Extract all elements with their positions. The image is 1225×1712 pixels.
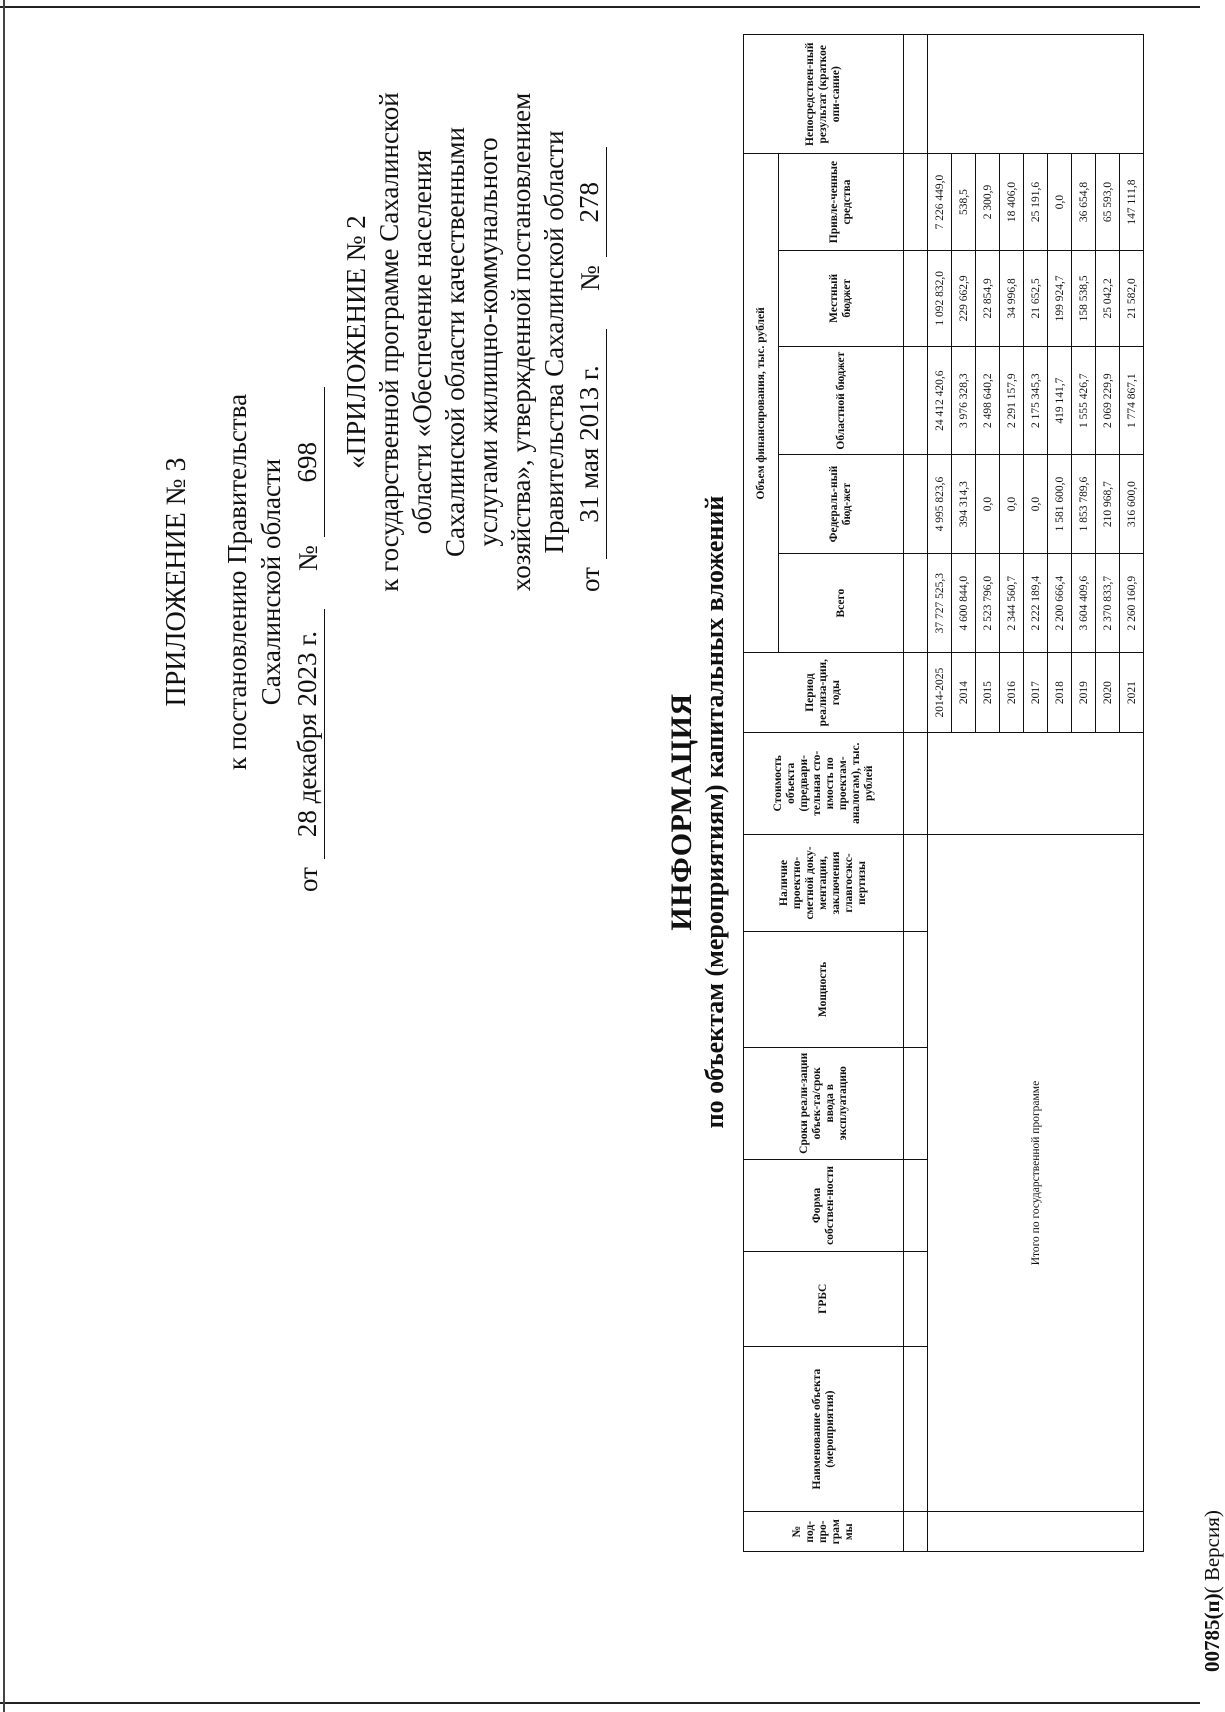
cell-regional: 2 175 345,3 bbox=[1024, 347, 1048, 455]
appendix-3-from-label: от bbox=[293, 867, 323, 892]
cell-federal: 0,0 bbox=[1000, 455, 1024, 554]
cell-attracted: 36 654,8 bbox=[1072, 154, 1096, 250]
cell-local: 1 092 832,0 bbox=[928, 250, 952, 346]
cell-regional: 2 291 157,9 bbox=[1000, 347, 1024, 455]
appendix-2-header bbox=[340, 92, 607, 592]
cell-period: 2014-2025 bbox=[928, 653, 952, 733]
cell-period: 2014 bbox=[952, 653, 976, 733]
cell-period: 2021 bbox=[1120, 653, 1144, 733]
cell-federal: 394 314,3 bbox=[952, 455, 976, 554]
cell-regional: 3 976 328,3 bbox=[952, 347, 976, 455]
document-title: ИНФОРМАЦИЯ bbox=[665, 693, 698, 931]
header-period: Период реализа-ции, годы bbox=[744, 653, 904, 733]
cell-local: 229 662,9 bbox=[952, 250, 976, 346]
column-numbers-row bbox=[904, 35, 928, 1552]
appendix-3-date: 28 декабря 2023 г. bbox=[290, 609, 325, 859]
appendix-2-title: «ПРИЛОЖЕНИЕ № 2 bbox=[341, 215, 371, 469]
cell-total: 2 222 189,4 bbox=[1024, 553, 1048, 652]
appendix-3-number: 698 bbox=[290, 387, 325, 537]
header-row-1 bbox=[744, 35, 779, 1552]
cell-total: 4 600 844,0 bbox=[952, 553, 976, 652]
document-code bbox=[1200, 1510, 1225, 1672]
table-row bbox=[928, 35, 952, 1552]
header-num: № под-про-грам мы bbox=[744, 1512, 904, 1552]
cell-attracted: 7 226 449,0 bbox=[928, 154, 952, 250]
document-code-version: ( Версия) bbox=[1200, 1510, 1224, 1594]
appendix-3-line1: к постановлению Правительства bbox=[222, 393, 252, 771]
cell-attracted: 147 111,8 bbox=[1120, 154, 1144, 250]
header-federal: Федераль-ный бюд-жет bbox=[779, 455, 904, 554]
cell-attracted: 2 300,9 bbox=[976, 154, 1000, 250]
cell-period: 2016 bbox=[1000, 653, 1024, 733]
cell-regional: 2 498 640,2 bbox=[976, 347, 1000, 455]
cell-attracted: 538,5 bbox=[952, 154, 976, 250]
appendix-2-line: Сахалинской области качественными bbox=[440, 127, 470, 557]
capital-investments-table bbox=[743, 34, 1144, 1552]
appendix-3-line2: Сахалинской области bbox=[256, 458, 286, 706]
cell-total: 2 523 796,0 bbox=[976, 553, 1000, 652]
cell-attracted: 18 406,0 bbox=[1000, 154, 1024, 250]
cell-federal: 4 995 823,6 bbox=[928, 455, 952, 554]
cell-federal: 0,0 bbox=[976, 455, 1000, 554]
cell-total: 2 344 560,7 bbox=[1000, 553, 1024, 652]
appendix-3-header bbox=[160, 272, 325, 892]
cell-period: 2020 bbox=[1096, 653, 1120, 733]
appendix-2-number: 278 bbox=[573, 147, 607, 257]
cell-regional: 419 141,7 bbox=[1048, 347, 1072, 455]
cell-period: 2015 bbox=[976, 653, 1000, 733]
cell-regional: 1 555 426,7 bbox=[1072, 347, 1096, 455]
cell-attracted: 25 191,6 bbox=[1024, 154, 1048, 250]
cell-total: 3 604 409,6 bbox=[1072, 553, 1096, 652]
appendix-2-line: к государственной программе Сахалинской bbox=[374, 92, 404, 592]
header-ownership: Форма собствен-ности bbox=[744, 1159, 904, 1251]
cell-federal: 316 600,0 bbox=[1120, 455, 1144, 554]
header-cost: Стоимость объекта (предвари-тельная сто-имость по проектам-аналогам), тыс. рублей bbox=[744, 732, 904, 834]
cell-total: 2 370 833,7 bbox=[1096, 553, 1120, 652]
header-attracted: Привле-ченные средства bbox=[779, 154, 904, 250]
cell-local: 199 924,7 bbox=[1048, 250, 1072, 346]
header-funding: Объем финансирования, тыс. рублей bbox=[744, 154, 779, 653]
cell-total: 2 260 160,9 bbox=[1120, 553, 1144, 652]
appendix-2-date-row bbox=[573, 92, 607, 592]
cell-federal: 0,0 bbox=[1024, 455, 1048, 554]
appendix-2-line: хозяйства», утвержденной постановлением bbox=[506, 92, 536, 592]
cell-federal: 1 853 789,6 bbox=[1072, 455, 1096, 554]
cell-total: 37 727 525,3 bbox=[928, 553, 952, 652]
appendix-2-line: области «Обеспечение населения bbox=[407, 149, 437, 535]
header-result: Непосредствен-ный результат (краткое опи-сание) bbox=[744, 35, 904, 154]
appendix-2-line: услугами жилищно-коммунального bbox=[473, 137, 503, 547]
total-label: Итого по государственной программе bbox=[928, 834, 1144, 1512]
cell-period: 2019 bbox=[1072, 653, 1096, 733]
appendix-2-number-label: № bbox=[575, 265, 605, 292]
cell-period: 2018 bbox=[1048, 653, 1072, 733]
cell-local: 21 652,5 bbox=[1024, 250, 1048, 346]
appendix-3-number-label: № bbox=[293, 545, 323, 572]
cell-regional: 1 774 867,1 bbox=[1120, 347, 1144, 455]
header-local: Местный бюджет bbox=[779, 250, 904, 346]
cell-attracted: 0,0 bbox=[1048, 154, 1072, 250]
appendix-2-from-label: от bbox=[575, 567, 605, 592]
header-capacity: Мощность bbox=[744, 932, 904, 1047]
cell-regional: 24 412 420,6 bbox=[928, 347, 952, 455]
header-total: Всего bbox=[779, 553, 904, 652]
header-terms: Сроки реали-зации объек-та/срок ввода в эксплуатацию bbox=[744, 1047, 904, 1159]
cell-attracted: 65 593,0 bbox=[1096, 154, 1120, 250]
appendix-2-date: 31 мая 2013 г. bbox=[573, 329, 607, 559]
cell-local: 25 042,2 bbox=[1096, 250, 1120, 346]
cell-federal: 210 968,7 bbox=[1096, 455, 1120, 554]
document-subtitle: по объектам (мероприятиям) капитальных вложений bbox=[700, 495, 729, 1129]
cell-period: 2017 bbox=[1024, 653, 1048, 733]
cell-regional: 2 069 229,9 bbox=[1096, 347, 1120, 455]
appendix-2-line: Правительства Сахалинской области bbox=[539, 130, 569, 554]
header-name: Наименование объекта (мероприятия) bbox=[744, 1346, 904, 1512]
cell-total: 2 200 666,4 bbox=[1048, 553, 1072, 652]
cell-local: 158 538,5 bbox=[1072, 250, 1096, 346]
cell-local: 22 854,9 bbox=[976, 250, 1000, 346]
header-docs: Наличие проектно-сметной доку-ментации, заключения главгосэкс-пертизы bbox=[744, 834, 904, 932]
appendix-3-date-row bbox=[290, 272, 325, 892]
cell-federal: 1 581 600,0 bbox=[1048, 455, 1072, 554]
appendix-3-title: ПРИЛОЖЕНИЕ № 3 bbox=[161, 457, 192, 707]
header-grbs: ГРБС bbox=[744, 1251, 904, 1346]
cell-local: 34 996,8 bbox=[1000, 250, 1024, 346]
header-regional: Областной бюджет bbox=[779, 347, 904, 455]
document-code-number: 00785(п) bbox=[1200, 1593, 1224, 1672]
cell-local: 21 582,0 bbox=[1120, 250, 1144, 346]
